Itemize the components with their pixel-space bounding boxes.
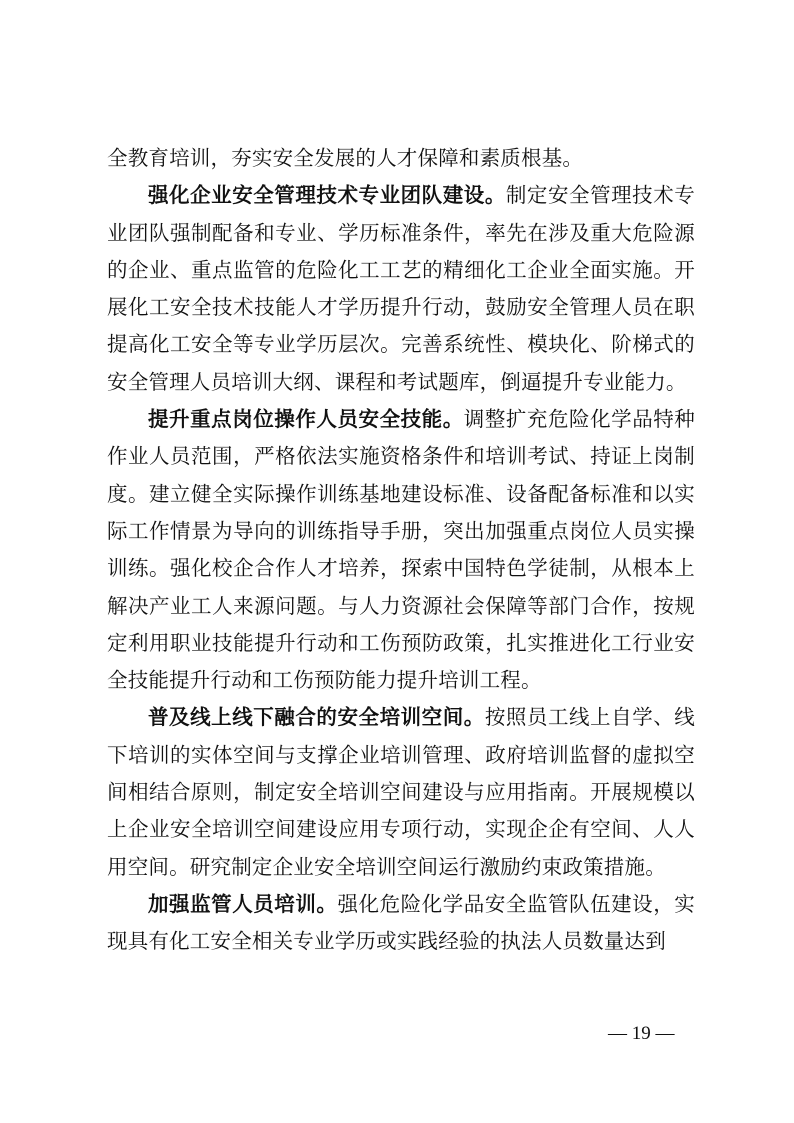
paragraph-heading: 普及线上线下融合的安全培训空间。 — [148, 705, 485, 730]
paragraph-heading: 加强监管人员培训。 — [148, 891, 338, 916]
paragraph-continued — [107, 140, 695, 177]
paragraph-text: 全教育培训，夯实安全发展的人才保障和素质根基。 — [107, 146, 584, 170]
paragraph-key-post-operators — [107, 401, 695, 699]
paragraph-text: 按照员工线上自学、线下培训的实体空间与支撑企业培训管理、政府培训监督的虚拟空间相结合原则，制定安全培训空间建设与应用指南。开展规模以上企业安全培训空间建设应用专项行动，实现企企有空间、人人用空间。研究制定企业安全培训空间运行激励约束政策措施。 — [107, 705, 696, 879]
paragraph-text: 制定安全管理技术专业团队强制配备和专业、学历标准条件，率先在涉及重大危险源的企业、重点监管的危险化工工艺的精细化工企业全面实施。开展化工安全技术技能人才学历提升行动，鼓励安全管理人员在职提高化工安全等专业学历层次。完善系统性、模块化、阶梯式的安全管理人员培训大纲、课程和考试题库，倒逼提升专业能力。 — [107, 183, 695, 394]
paragraph-text: 强化危险化学品安全监管队伍建设，实现具有化工安全相关专业学历或实践经验的执法人员数量达到 — [107, 891, 695, 954]
paragraph-regulator-training — [107, 886, 695, 961]
paragraph-heading: 强化企业安全管理技术专业团队建设。 — [148, 183, 506, 208]
document-body — [107, 140, 695, 961]
paragraph-safety-management-team — [107, 177, 695, 401]
paragraph-text: 调整扩充危险化学品特种作业人员范围，严格依法实施资格条件和培训考试、持证上岗制度。建立健全实际操作训练基地建设标准、设备配备标准和以实际工作情景为导向的训练指导手册，突出加强重点岗位人员实操训练。强化校企合作人才培养，探索中国特色学徒制，从根本上解决产业工人来源问题。与人力资源社会保障等部门合作，按规定利用职业技能提升行动和工伤预防政策，扎实推进化工行业安全技能提升行动和工伤预防能力提升培训工程。 — [107, 407, 695, 693]
page-number: — 19 — — [608, 1023, 675, 1044]
paragraph-training-space — [107, 699, 695, 885]
paragraph-heading: 提升重点岗位操作人员安全技能。 — [148, 407, 464, 432]
